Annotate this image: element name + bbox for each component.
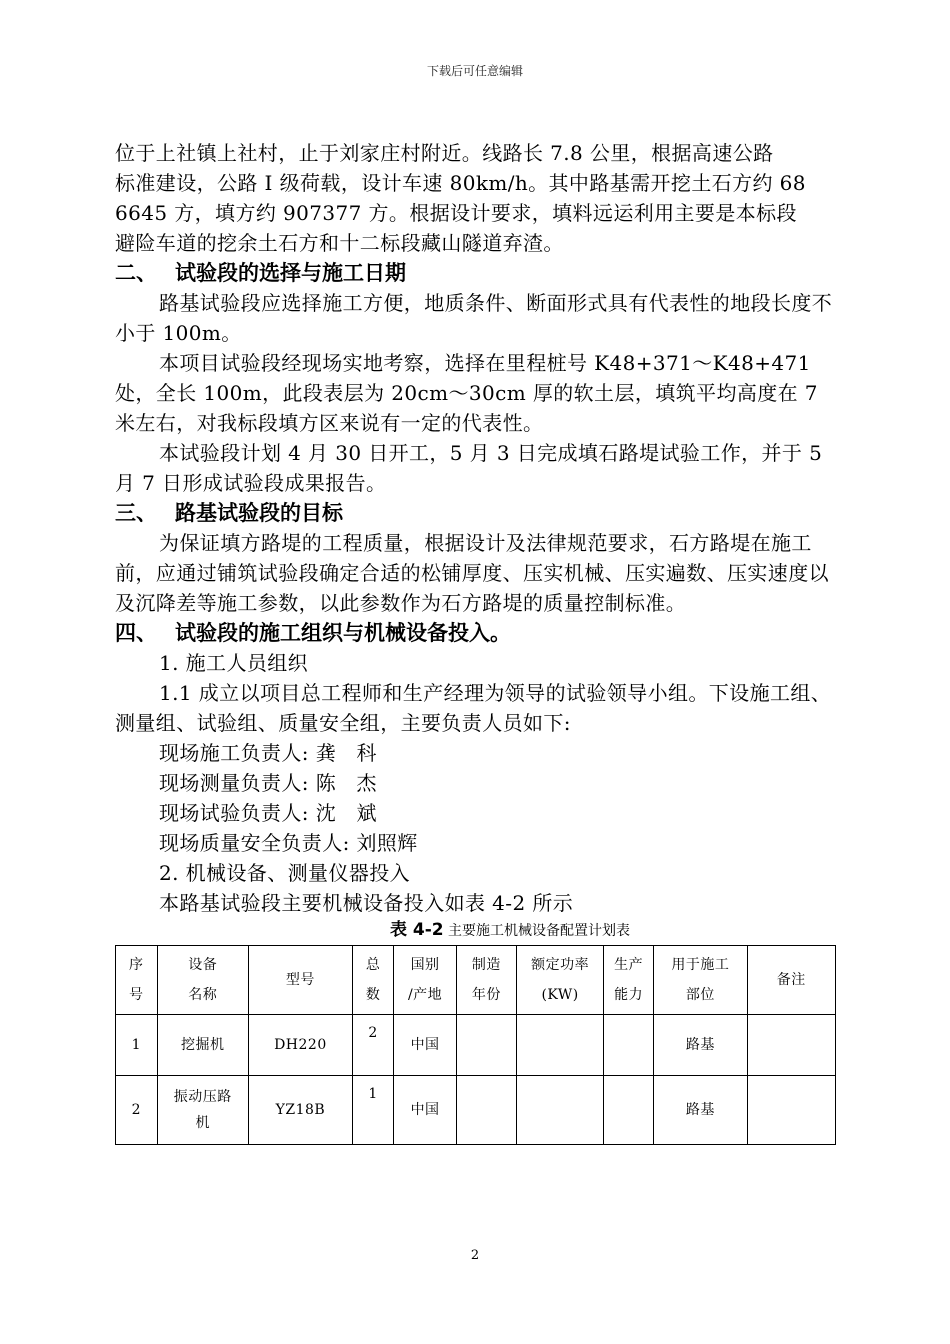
intro-line-3: 6645 方，填方约 907377 方。根据设计要求，填料远运利用主要是本标段 <box>115 201 797 225</box>
cell-power <box>516 1076 603 1145</box>
section-3-paragraph-1: 为保证填方路堤的工程质量，根据设计及法律规范要求，石方路堤在施工前，应通过铺筑试验段确定合适的松铺厚度、压实机械、压实遍数、压实速度以及沉降差等施工参数，以此参数作为石方路堤的质量控制标准。 <box>115 531 829 615</box>
item-2-heading: 2. 机械设备、测量仪器投入 <box>159 861 411 885</box>
cell-equipment-name: 振动压路机 <box>157 1076 248 1145</box>
section-2-paragraph-2: 本项目试验段经现场实地考察，选择在里程桩号 K48+371～K48+471 处，全长 100m，此段表层为 20cm～30cm 厚的软土层，填筑平均高度在 7 米左右，对我标段填方区来说有一定的代表性。 <box>115 351 818 435</box>
header-model: 型号 <box>248 946 352 1015</box>
cell-usage: 路基 <box>654 1015 748 1076</box>
section-3-title: 路基试验段的目标 <box>175 501 343 525</box>
intro-line-1: 位于上社镇上社村，止于刘家庄村附近。线路长 7.8 公里，根据高速公路 <box>115 141 774 165</box>
cell-equipment-name: 挖掘机 <box>157 1015 248 1076</box>
cell-year <box>456 1015 516 1076</box>
section-2-heading <box>115 258 835 288</box>
header-note: 下载后可任意编辑 <box>426 64 523 78</box>
cell-model: YZ18B <box>248 1076 352 1145</box>
table-caption <box>185 920 835 941</box>
person-safety-lead: 现场质量安全负责人: 刘照辉 <box>159 831 418 855</box>
section-2-number: 二、 <box>115 261 157 285</box>
table-row <box>116 1015 836 1076</box>
cell-index: 1 <box>116 1015 158 1076</box>
cell-origin: 中国 <box>394 1076 456 1145</box>
document-body <box>115 138 835 1145</box>
table-row <box>116 1076 836 1145</box>
header-usage: 用于施工 部位 <box>654 946 748 1015</box>
cell-capacity <box>604 1076 654 1145</box>
section-4-heading <box>115 618 835 648</box>
cell-quantity: 1 <box>352 1076 394 1145</box>
cell-year <box>456 1076 516 1145</box>
cell-remarks <box>747 1076 835 1145</box>
item-1-1-paragraph: 1.1 成立以项目总工程师和生产经理为领导的试验领导小组。下设施工组、测量组、试验组、质量安全组，主要负责人员如下: <box>115 681 832 735</box>
page-number: 2 <box>470 1248 480 1263</box>
person-test-lead: 现场试验负责人: 沈 斌 <box>159 801 377 825</box>
table-caption-number: 表 4-2 <box>389 920 444 940</box>
section-4-number: 四、 <box>115 621 157 645</box>
intro-line-2: 标准建设，公路 I 级荷载，设计车速 80km/h。其中路基需开挖土石方约 68 <box>115 171 806 195</box>
header-origin: 国别 /产地 <box>394 946 456 1015</box>
cell-capacity <box>604 1015 654 1076</box>
section-2-paragraph-1: 路基试验段应选择施工方便，地质条件、断面形式具有代表性的地段长度不小于 100m。 <box>115 291 833 345</box>
header-power: 额定功率 (KW) <box>516 946 603 1015</box>
header-year: 制造 年份 <box>456 946 516 1015</box>
header-remarks: 备注 <box>747 946 835 1015</box>
person-survey-lead: 现场测量负责人: 陈 杰 <box>159 771 377 795</box>
item-1-heading: 1. 施工人员组织 <box>159 651 309 675</box>
section-3-heading <box>115 498 835 528</box>
header-capacity: 生产 能力 <box>604 946 654 1015</box>
intro-line-4: 避险车道的挖余土石方和十二标段藏山隧道弃渣。 <box>115 231 564 255</box>
cell-quantity: 2 <box>352 1015 394 1076</box>
cell-remarks <box>747 1015 835 1076</box>
header-index: 序 号 <box>116 946 158 1015</box>
item-2-text: 本路基试验段主要机械设备投入如表 4-2 所示 <box>159 891 574 915</box>
cell-index: 2 <box>116 1076 158 1145</box>
section-2-title: 试验段的选择与施工日期 <box>175 261 406 285</box>
table-header-row <box>116 946 836 1015</box>
person-construction-lead: 现场施工负责人: 龚 科 <box>159 741 377 765</box>
table-caption-text: 主要施工机械设备配置计划表 <box>448 923 631 939</box>
section-4-title: 试验段的施工组织与机械设备投入。 <box>175 621 511 645</box>
cell-origin: 中国 <box>394 1015 456 1076</box>
section-3-number: 三、 <box>115 501 157 525</box>
header-equipment-name: 设备 名称 <box>157 946 248 1015</box>
equipment-table <box>115 945 836 1145</box>
cell-usage: 路基 <box>654 1076 748 1145</box>
section-2-paragraph-3: 本试验段计划 4 月 30 日开工，5 月 3 日完成填石路堤试验工作，并于 5 月 7 日形成试验段成果报告。 <box>115 441 823 495</box>
cell-power <box>516 1015 603 1076</box>
header-quantity: 总 数 <box>352 946 394 1015</box>
cell-model: DH220 <box>248 1015 352 1076</box>
